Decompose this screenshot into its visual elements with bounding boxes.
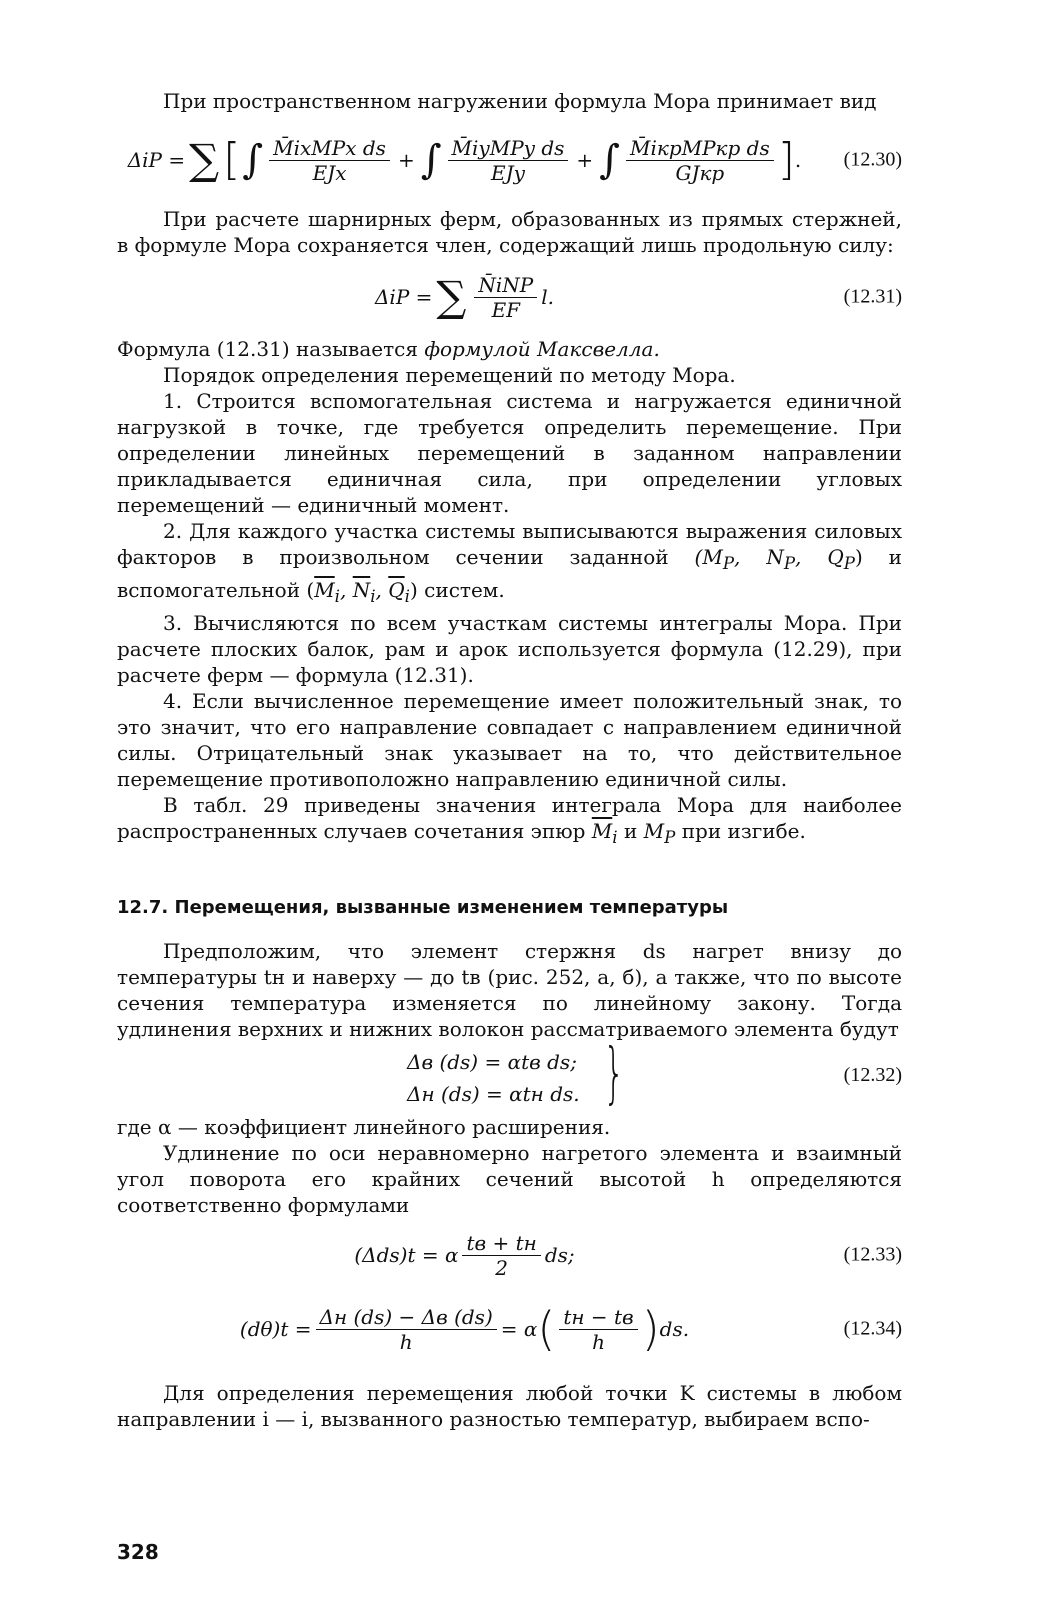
equation-number: (12.33) [843,1243,902,1266]
integral-symbol: ∫ [242,137,264,183]
paragraph-procedure: Порядок определения перемещений по методу Мора. [163,363,736,387]
paragraph-maxwell: Формула (12.31) называется формулой Максвелла. [117,337,660,361]
page-number: 328 [117,1540,159,1564]
paragraph-final: Для определения перемещения любой точки K системы в любом направлении i — i, вызванного разностью температур, выбираем вспо- [117,1381,902,1431]
paragraph-truss: При расчете шарнирных ферм, образованных из прямых стержней, в формуле Мора сохраняется член, содержащий лишь продольную силу: [117,207,902,257]
fraction-term-x: $\frac{\text{M̄ixMPx ds}}{\text{EJx}}$ [269,137,390,184]
formula-12-32: Δв (ds) = αtв ds; Δн (ds) = αtн ds. } (12.32) [407,1034,902,1111]
paragraph-alpha: где α — коэффициент линейного расширения. [117,1115,611,1139]
list-item-2: 2. Для каждого участка системы выписываются выражения силовых факторов в произвольном сечении заданной ($M_P$, $N_P$, $Q_P$) и вспомогательной ($\overline{M}_i$, $\overline{N}_i$, $\overline{Q}_i$) систем. [117,519,902,606]
bracket-close: ] [777,134,795,185]
formula-12-31: ΔiP = ∑ $\frac{\text{N̄iNP}}{EF}$ l. (12.31) [374,272,902,322]
section-heading: 12.7. Перемещения, вызванные изменением температуры [117,897,729,918]
fraction-term-torsion: $\frac{\text{M̄iкрMPкр ds}}{\text{GJкр}}$ [626,137,774,184]
formula-lhs: ΔiP = [127,148,186,172]
paragraph-temperature: Предположим, что элемент стержня ds нагрет внизу до температуры tн и наверху — до tв (рис. 252, а, б), а также, что по высоте сечения температура изменяется по линейному закону. Тогда удлинения верхних и нижних волокон рассматриваемого элемента будут [117,939,902,1041]
sum-symbol: ∑ [436,272,467,321]
integral-symbol: ∫ [420,137,442,183]
integral-symbol: ∫ [599,137,620,183]
formula-12-30: ΔiP = ∑ [ ∫ $\frac{\text{M̄ixMPx ds}}{\text{EJx}}$ + ∫ $\frac{\text{M̄iyMPy ds}}{\text{EJy}}$ + ∫ $\frac{\text{M̄iкрMPкр ds}}{\text{GJкр}}$ ] . (12.30) [127,134,902,185]
sum-symbol: ∑ [189,135,220,184]
formula-12-34: (dθ)t = $\frac{\Delta н (ds) - \Delta в (ds)}{h}$ = α ( $\frac{tн - tв}{h}$ ) ds. (12.34) [239,1302,902,1356]
list-item-3: 3. Вычисляются по всем участкам системы интегралы Мора. При расчете плоских балок, рам и арок используется формула (12.29), при расчете ферм — формула (12.31). [117,611,902,687]
equation-number: (12.34) [843,1317,902,1340]
list-item-4: 4. Если вычисленное перемещение имеет положительный знак, то это значит, что его направление совпадает с направлением единичной силы. Отрицательный знак указывает на то, что действительное перемещение противоположно направлению единичной силы. [117,689,902,791]
bracket-open: [ [223,134,241,185]
fraction-maxwell: $\frac{\text{N̄iNP}}{EF}$ [474,274,537,321]
page-content [117,88,902,1432]
paragraph-elongation: Удлинение по оси неравномерно нагретого элемента и взаимный угол поворота его крайних сечений высотой h определяются соответственно формулами [117,1141,902,1217]
equation-number: (12.31) [843,285,902,308]
paragraph-intro-mohr: При пространственном нагружении формула Мора принимает вид [163,89,877,113]
fraction-term-y: $\frac{\text{M̄iyMPy ds}}{\text{EJy}}$ [448,137,569,184]
equation-number: (12.32) [843,1064,902,1086]
formula-12-33: (Δds)t = α $\frac{tв + tн}{2}$ ds; (12.33) [354,1230,902,1280]
list-item-1: 1. Строится вспомогательная система и нагружается единичной нагрузкой в точке, где требуется определить перемещение. При определении линейных перемещений в заданном направлении прикладывается единичная сила, при определении угловых перемещений — единичный момент. [117,389,902,517]
equation-number: (12.30) [843,148,902,171]
paragraph-table-ref: В табл. 29 приведены значения интеграла Мора для наиболее распространенных случаев сочетания эпюр $\overline{M}_i$ и $M_P$ при изгибе. [117,793,902,847]
brace-symbol: } [603,1034,625,1111]
